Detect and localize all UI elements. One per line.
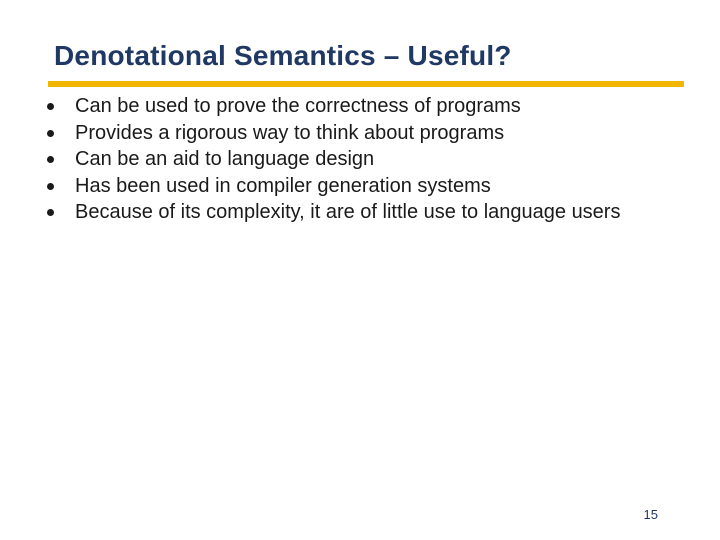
bullet-text: Can be used to prove the correctness of programs bbox=[75, 95, 521, 117]
bullet-dot-icon bbox=[47, 209, 54, 216]
slide-title: Denotational Semantics – Useful? bbox=[54, 40, 512, 71]
title-underline-rule bbox=[48, 81, 684, 87]
bullet-text: Because of its complexity, it are of little use to language users bbox=[75, 201, 621, 224]
bullet-item bbox=[47, 120, 687, 146]
bullet-item bbox=[47, 146, 687, 172]
bullet-dot-icon bbox=[47, 130, 54, 137]
bullet-item bbox=[47, 199, 687, 225]
bullet-item bbox=[47, 93, 687, 119]
bullet-dot-icon bbox=[47, 156, 54, 163]
bullet-dot-icon bbox=[47, 183, 54, 190]
bullet-item bbox=[47, 173, 687, 199]
bullet-text: Provides a rigorous way to think about programs bbox=[75, 121, 505, 144]
bullet-text: Can be an aid to language design bbox=[75, 148, 375, 171]
bullet-list bbox=[47, 93, 687, 226]
page-number: 15 bbox=[643, 507, 658, 522]
bullet-dot-icon bbox=[47, 103, 54, 110]
bullet-text: Has been used in compiler generation systems bbox=[75, 174, 491, 197]
